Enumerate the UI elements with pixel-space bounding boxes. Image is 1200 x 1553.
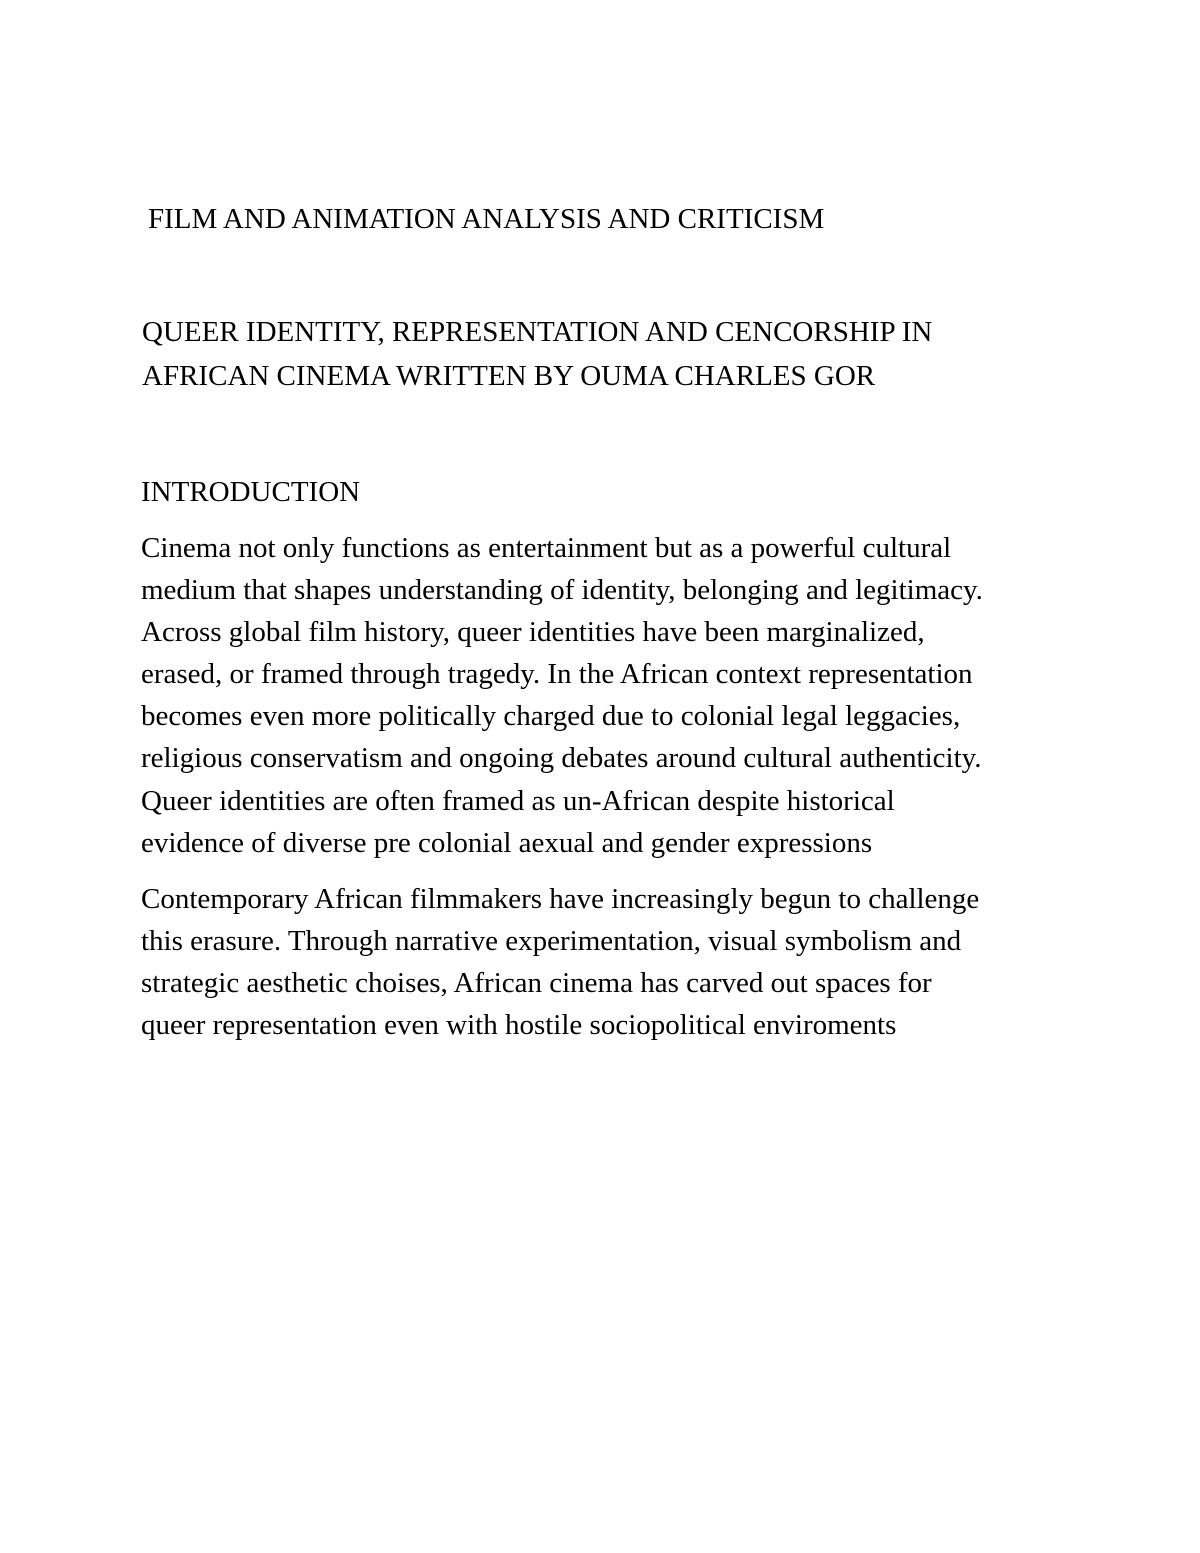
paragraph-line: Across global film history, queer identities have been marginalized, xyxy=(141,616,925,649)
paper-title-line: QUEER IDENTITY, REPRESENTATION AND CENCORSHIP IN xyxy=(142,316,933,348)
paragraph-line: Contemporary African filmmakers have increasingly begun to challenge xyxy=(141,883,980,915)
paragraph-line: erased, or framed through tragedy. In the African context representation xyxy=(141,658,973,691)
paragraph-line: this erasure. Through narrative experimentation, visual symbolism and xyxy=(141,925,962,958)
paper-title xyxy=(142,310,1062,398)
paragraph-line: strategic aesthetic choises, African cinema has carved out spaces for xyxy=(141,967,932,1000)
paragraph-line: medium that shapes understanding of identity, belonging and legitimacy. xyxy=(141,574,983,607)
paragraph-line: Queer identities are often framed as un-African despite historical xyxy=(141,784,895,817)
paragraph-line: becomes even more politically charged due to colonial legal leggacies, xyxy=(141,700,961,733)
paragraph-contemporary xyxy=(141,878,1091,1046)
paragraph-line: queer representation even with hostile sociopolitical enviroments xyxy=(141,1009,897,1042)
section-heading-introduction: INTRODUCTION xyxy=(141,476,361,508)
course-title: FILM AND ANIMATION ANALYSIS AND CRITICISM xyxy=(148,203,825,235)
paragraph-line: evidence of diverse pre colonial aexual and gender expressions xyxy=(141,826,873,859)
paragraph-line: religious conservatism and ongoing debates around cultural authenticity. xyxy=(141,742,982,775)
paragraph-introduction xyxy=(141,527,1091,864)
paper-title-line: AFRICAN CINEMA WRITTEN BY OUMA CHARLES GOR xyxy=(142,360,876,392)
paragraph-line: Cinema not only functions as entertainment but as a powerful cultural xyxy=(141,532,952,564)
